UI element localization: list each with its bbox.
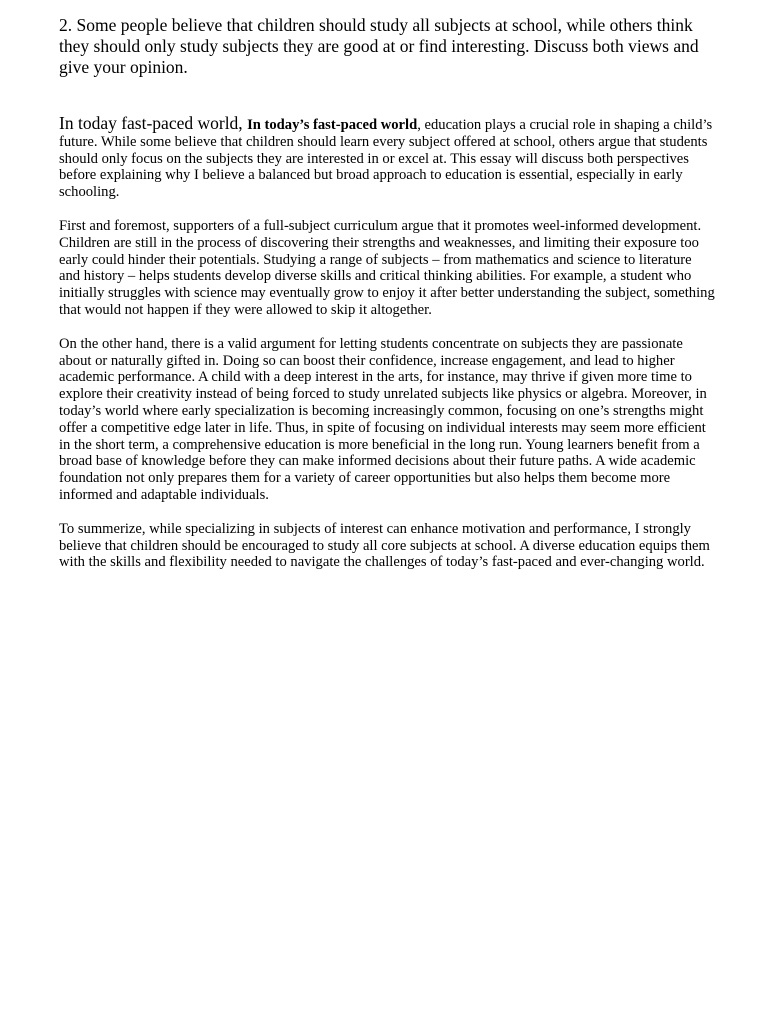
intro-paragraph — [59, 115, 715, 201]
intro-lead: In today fast-paced world, — [59, 113, 248, 133]
intro-lead-bold: In today’s fast-paced world — [247, 117, 418, 133]
essay-prompt — [59, 15, 715, 78]
conclusion-paragraph: To summerize, while specializing in subjects of interest can enhance motivation and performance, I strongly believe that children should be encouraged to study all core subjects at school. A diverse education equips them with the skills and flexibility needed to navigate the challenges of today’s fast-paced and ever-changing world. — [59, 520, 710, 571]
body-paragraph-2: On the other hand, there is a valid argument for letting students concentrate on subjects they are passionate about or naturally gifted in. Doing so can boost their confidence, increase engagement, and lead to higher academic performance. A child with a deep interest in the arts, for instance, may thrive if given more time to explore their creativity instead of being forced to study unrelated subjects like physics or algebra. Moreover, in today’s world where early specialization is becoming increasingly common, focusing on one’s strengths might offer a competitive edge later in life. Thus, in spite of focusing on individual interests may seem more efficient in the short term, a comprehensive education is more beneficial in the long run. Young learners benefit from a broad base of knowledge before they can make informed decisions about their future paths. A wide academic foundation not only prepares them for a variety of career opportunities but also helps them become more informed and adaptable individuals. — [59, 335, 707, 503]
body-paragraph-1: First and foremost, supporters of a full-subject curriculum argue that it promotes weel-informed development. Children are still in the process of discovering their strengths and weaknesses, and limiting their exposure too early could hinder their potentials. Studying a range of subjects – from mathematics and science to literature and history – helps students develop diverse skills and critical thinking abilities. For example, a student who initially struggles with science may eventually grow to enjoy it after better understanding the subject, something that would not happen if they were allowed to skip it altogether. — [59, 217, 715, 318]
essay-body — [59, 115, 715, 571]
prompt-text: Some people believe that children should study all subjects at school, while others think they should only study subjects they are good at or find interesting. Discuss both views and give your opinion. — [59, 15, 699, 77]
document-page — [59, 15, 715, 588]
prompt-number: 2. — [59, 15, 73, 35]
intro-rest: , education plays a crucial role in shaping a child’s future. While some believe that children should learn every subject offered at school, others argue that students should only focus on the subjects they are interested in or excel at. This essay will discuss both perspectives before explaining why I believe a balanced but broad approach to education is essential, especially in early schooling. — [59, 117, 713, 201]
